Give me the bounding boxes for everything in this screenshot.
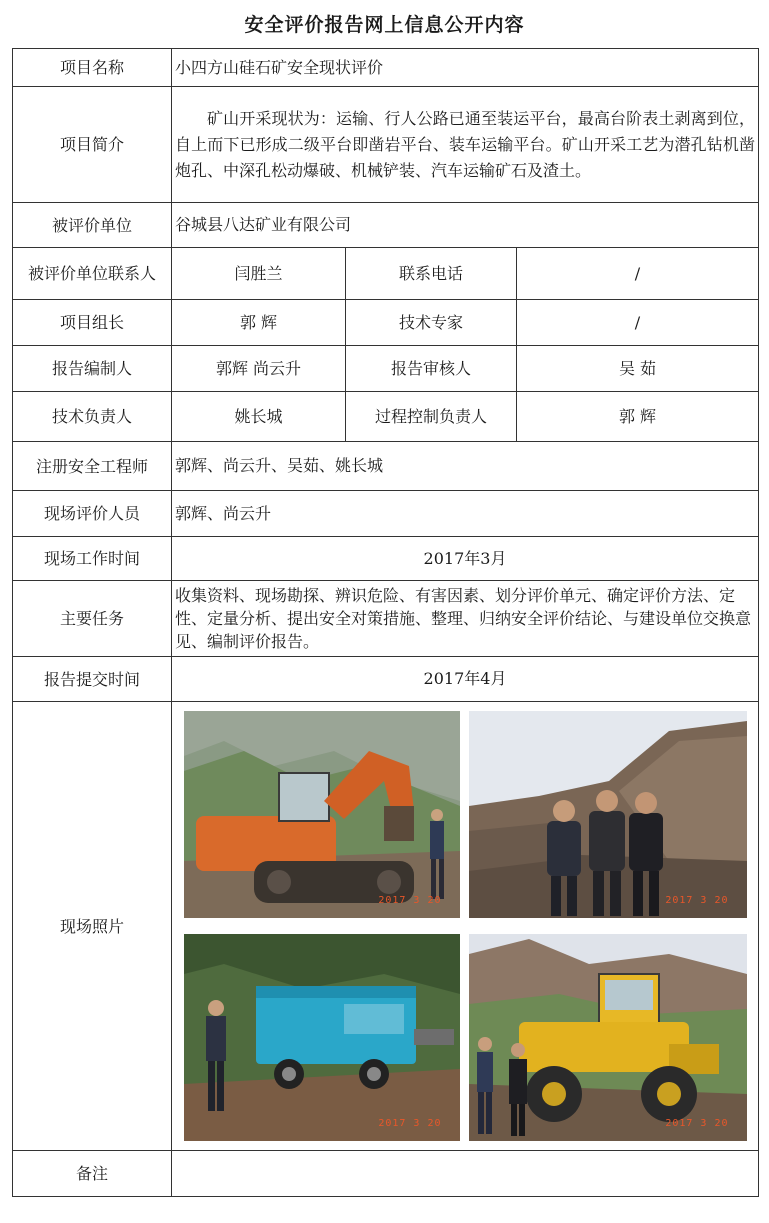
phone-label: 联系电话 [346,248,517,300]
submit-time-label: 报告提交时间 [13,657,172,702]
row-evaluated-unit [13,203,759,248]
evaluated-unit-value: 谷城县八达矿业有限公司 [172,203,759,248]
project-name-value: 小四方山硅石矿安全现状评价 [172,49,759,87]
report-author-label: 报告编制人 [13,346,172,392]
photo-date-stamp: 2017 3 20 [378,895,442,906]
remarks-label: 备注 [13,1151,172,1197]
info-table [12,48,759,1197]
process-control-label: 过程控制负责人 [346,392,517,442]
photo-date-stamp: 2017 3 20 [665,895,729,906]
photo-quarry-people [469,711,747,918]
site-evaluators-label: 现场评价人员 [13,491,172,537]
row-safety-engineers [13,442,759,491]
site-evaluators-value: 郭辉、尚云升 [172,491,759,537]
photo-date-stamp: 2017 3 20 [378,1118,442,1129]
submit-time-value: 2017年4月 [172,657,759,702]
photo-date-stamp: 2017 3 20 [665,1118,729,1129]
reviewer-value: 吴 茹 [517,346,759,392]
expert-label: 技术专家 [346,300,517,346]
team-leader-label: 项目组长 [13,300,172,346]
photo-air-compressor [184,934,460,1141]
row-site-work-time [13,537,759,581]
site-photos-label: 现场照片 [13,702,172,1151]
row-remarks [13,1151,759,1197]
safety-engineers-label: 注册安全工程师 [13,442,172,491]
row-site-evaluators [13,491,759,537]
site-work-time-value: 2017年3月 [172,537,759,581]
tech-lead-label: 技术负责人 [13,392,172,442]
photo-grid [172,703,758,1149]
row-contact [13,248,759,300]
phone-value: / [517,248,759,300]
row-team-leader [13,300,759,346]
project-intro-label: 项目简介 [13,87,172,203]
site-photos-cell [172,702,759,1151]
reviewer-label: 报告审核人 [346,346,517,392]
site-work-time-label: 现场工作时间 [13,537,172,581]
team-leader-value: 郭 辉 [172,300,346,346]
safety-engineers-value: 郭辉、尚云升、吴茹、姚长城 [172,442,759,491]
photo-excavator [184,711,460,918]
project-intro-value: 矿山开采现状为：运输、行人公路已通至装运平台，最高台阶表土剥离到位，自上而下已形成二级平台即凿岩平台、装车运输平台。矿山开采工艺为潜孔钻机凿炮孔、中深孔松动爆破、机械铲装、汽车运输矿石及渣土。 [172,87,759,203]
report-author-value: 郭辉 尚云升 [172,346,346,392]
remarks-value [172,1151,759,1197]
contact-label: 被评价单位联系人 [13,248,172,300]
row-report-author [13,346,759,392]
row-project-intro [13,87,759,203]
main-tasks-value: 收集资料、现场勘探、辨识危险、有害因素、划分评价单元、确定评价方法、定性、定量分析、提出安全对策措施、整理、归纳安全评价结论、与建设单位交换意见、编制评价报告。 [172,581,759,657]
tech-lead-value: 姚长城 [172,392,346,442]
main-tasks-label: 主要任务 [13,581,172,657]
row-main-tasks [13,581,759,657]
page-title: 安全评价报告网上信息公开内容 [244,14,525,36]
process-control-value: 郭 辉 [517,392,759,442]
row-project-name [13,49,759,87]
contact-value: 闫胜兰 [172,248,346,300]
project-name-label: 项目名称 [13,49,172,87]
row-tech-lead [13,392,759,442]
photo-wheel-loader [469,934,747,1141]
expert-value: / [517,300,759,346]
row-site-photos [13,702,759,1151]
row-submit-time [13,657,759,702]
evaluated-unit-label: 被评价单位 [13,203,172,248]
